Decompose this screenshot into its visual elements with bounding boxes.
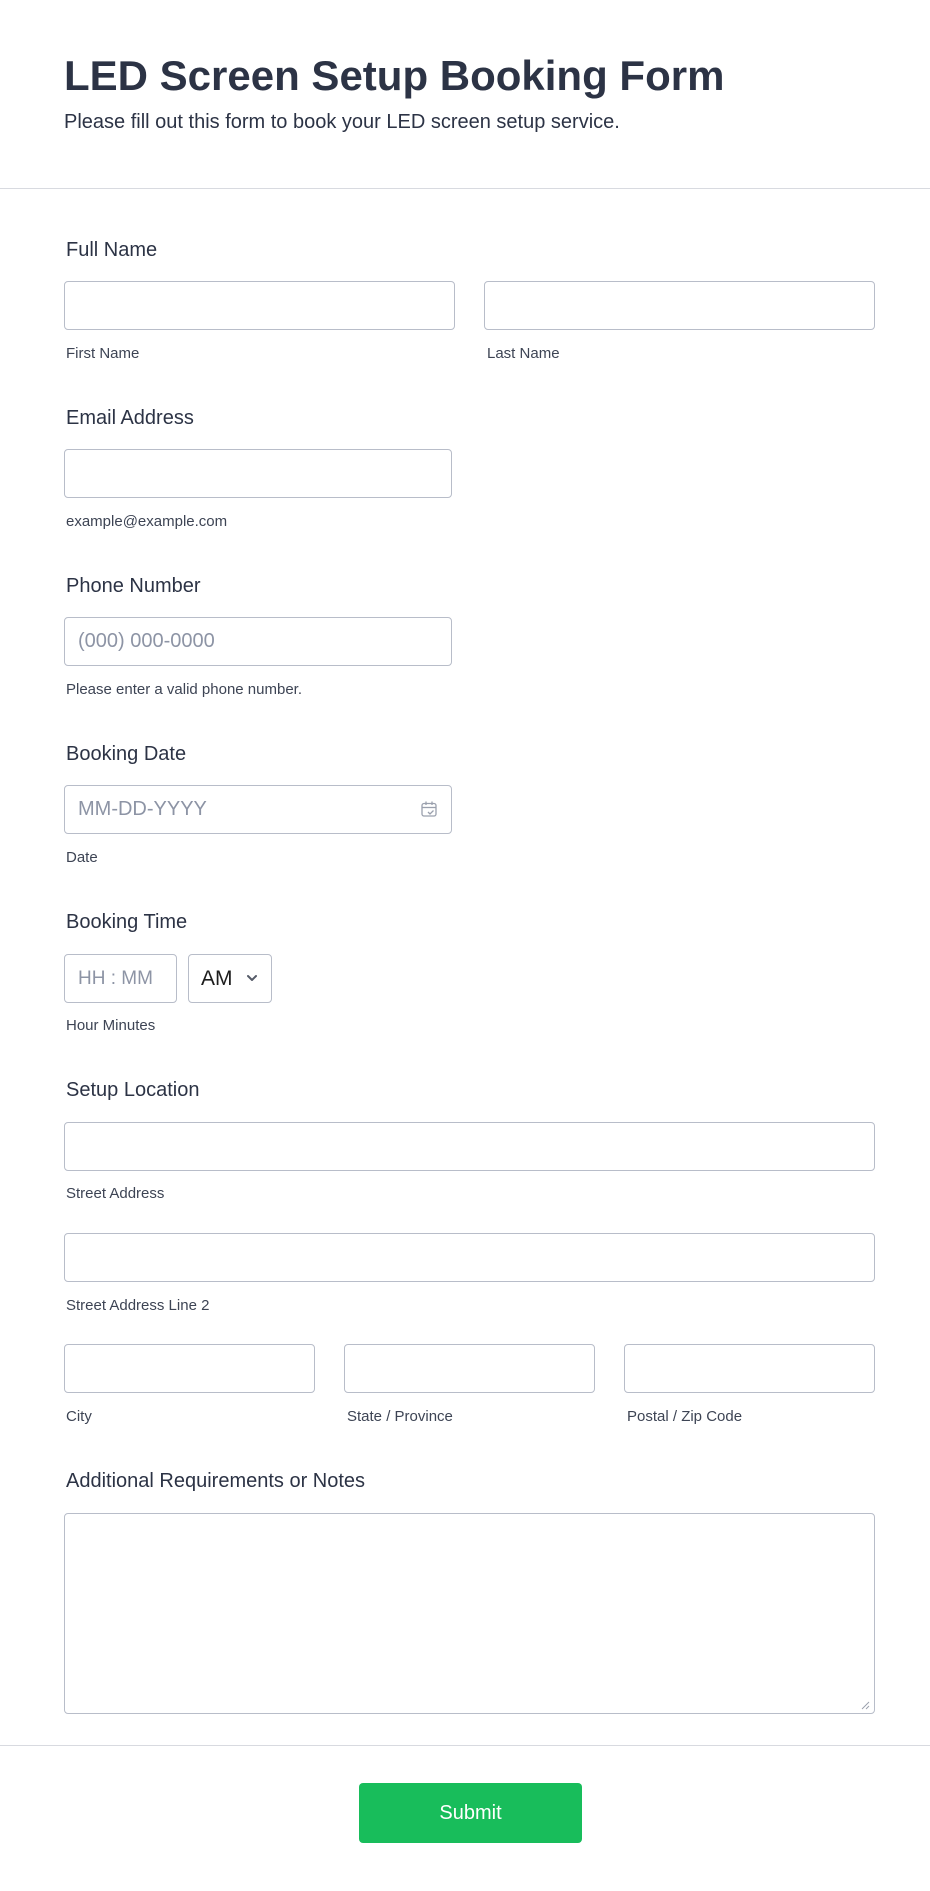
email-label: Email Address: [66, 407, 194, 429]
full-name-label: Full Name: [66, 239, 158, 261]
form-subtitle: Please fill out this form to book your LED screen setup service.: [64, 111, 620, 133]
setup-location-label: Setup Location: [66, 1079, 200, 1101]
street-address-line2-input[interactable]: [64, 1233, 875, 1282]
page-title: LED Screen Setup Booking Form: [64, 52, 725, 99]
notes-label: Additional Requirements or Notes: [66, 1470, 366, 1492]
form-header: [0, 0, 930, 189]
booking-time-input[interactable]: [64, 954, 177, 1003]
booking-date-input[interactable]: [64, 785, 452, 834]
postal-code-input[interactable]: [624, 1344, 875, 1393]
street-address-line2-sublabel: Street Address Line 2: [66, 1297, 210, 1314]
first-name-input[interactable]: [64, 281, 455, 330]
state-input[interactable]: [344, 1344, 595, 1393]
city-sublabel: City: [66, 1408, 92, 1425]
resize-grip-icon[interactable]: [860, 1700, 870, 1710]
last-name-input[interactable]: [484, 281, 875, 330]
email-input[interactable]: [64, 449, 452, 498]
last-name-sublabel: Last Name: [487, 345, 560, 362]
phone-input[interactable]: [64, 617, 452, 666]
booking-date-sublabel: Date: [66, 849, 98, 866]
state-sublabel: State / Province: [347, 1408, 453, 1425]
street-address-sublabel: Street Address: [66, 1185, 165, 1202]
booking-date-label: Booking Date: [66, 743, 187, 765]
submit-button[interactable]: Submit: [359, 1783, 582, 1843]
footer-divider: [0, 1745, 930, 1746]
booking-time-label: Booking Time: [66, 911, 188, 933]
first-name-sublabel: First Name: [66, 345, 140, 362]
postal-code-sublabel: Postal / Zip Code: [627, 1408, 743, 1425]
ampm-select[interactable]: [188, 954, 272, 1003]
booking-date-field: [64, 785, 452, 834]
notes-textarea[interactable]: [64, 1513, 875, 1714]
phone-label: Phone Number: [66, 575, 201, 597]
ampm-select-value: AM: [201, 966, 233, 990]
booking-time-sublabel: Hour Minutes: [66, 1017, 156, 1034]
street-address-input[interactable]: [64, 1122, 875, 1171]
phone-sublabel: Please enter a valid phone number.: [66, 681, 302, 698]
city-input[interactable]: [64, 1344, 315, 1393]
chevron-down-icon: [245, 971, 259, 985]
email-sublabel: example@example.com: [66, 513, 228, 530]
calendar-icon[interactable]: [420, 800, 438, 818]
